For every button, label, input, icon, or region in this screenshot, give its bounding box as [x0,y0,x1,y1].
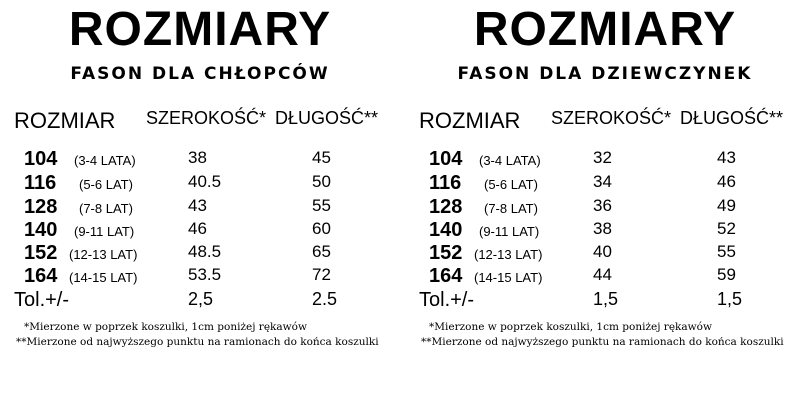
width-value: 34 [593,172,612,191]
footnote-width: *Mierzone w poprzek koszulki, 1cm poniżej rękawów [24,321,307,333]
width-value: 40 [593,242,612,261]
boys-title: ROZMIARY [68,3,332,56]
width-value: 44 [593,265,612,284]
age-range: (3-4 LATA) [479,153,541,168]
boys-row [0,219,400,241]
length-value: 65 [312,242,331,261]
girls-tolerance-row [405,289,800,311]
boys-tolerance-row [0,289,400,311]
length-value: 52 [717,219,736,238]
width-value: 38 [593,219,612,238]
age-range: (9-11 LAT) [74,224,135,239]
length-value: 72 [312,265,331,284]
age-range: (12-13 LAT) [69,247,138,262]
length-value: 55 [312,196,331,215]
girls-header-width: SZEROKOŚĆ* [551,108,672,128]
size-value: 164 [24,265,58,287]
boys-subtitle: FASON DLA CHŁOPCÓW [70,64,330,84]
footnote-length: **Mierzone od najwyższego punktu na ramionach do końca koszulki [16,336,379,348]
tolerance-length: 1,5 [717,289,743,309]
boys-header-length: DŁUGOŚĆ** [275,108,379,128]
size-value: 116 [429,172,462,194]
boys-header-size: ROZMIAR [14,108,116,133]
tolerance-label: Tol.+/- [14,289,70,311]
size-value: 152 [24,242,58,264]
girls-row [405,242,800,264]
age-range: (7-8 LAT) [79,201,133,216]
boys-row [0,242,400,264]
length-value: 50 [312,172,331,191]
girls-row [405,265,800,287]
size-value: 128 [429,196,463,218]
footnote-length: **Mierzone od najwyższego punktu na ramionach do końca koszulki [421,336,784,348]
girls-row [405,196,800,218]
size-value: 116 [24,172,57,194]
girls-title: ROZMIARY [473,3,737,56]
boys-row [0,265,400,287]
size-value: 128 [24,196,58,218]
age-range: (3-4 LATA) [74,153,136,168]
tolerance-width: 1,5 [593,289,619,309]
girls-row [405,172,800,194]
age-range: (5-6 LAT) [484,177,538,192]
width-value: 43 [188,196,207,215]
girls-header-size: ROZMIAR [419,108,521,133]
width-value: 40.5 [188,172,222,191]
length-value: 59 [717,265,736,284]
size-value: 140 [429,219,463,241]
size-value: 104 [24,148,58,170]
footnote-width: *Mierzone w poprzek koszulki, 1cm poniżej rękawów [429,321,712,333]
boys-row [0,148,400,170]
width-value: 38 [188,148,207,167]
width-value: 48.5 [188,242,222,261]
tolerance-label: Tol.+/- [419,289,475,311]
length-value: 45 [312,148,331,167]
age-range: (5-6 LAT) [79,177,133,192]
size-value: 104 [429,148,463,170]
tolerance-length: 2.5 [312,289,338,309]
age-range: (14-15 LAT) [69,270,138,285]
girls-size-chart [405,0,800,400]
tolerance-width: 2,5 [188,289,214,309]
width-value: 32 [593,148,612,167]
size-value: 140 [24,219,58,241]
girls-header-length: DŁUGOŚĆ** [680,108,784,128]
girls-row [405,219,800,241]
age-range: (12-13 LAT) [474,247,543,262]
boys-row [0,172,400,194]
age-range: (9-11 LAT) [479,224,540,239]
width-value: 53.5 [188,265,222,284]
size-value: 152 [429,242,463,264]
age-range: (14-15 LAT) [474,270,543,285]
width-value: 46 [188,219,207,238]
age-range: (7-8 LAT) [484,201,538,216]
girls-subtitle: FASON DLA DZIEWCZYNEK [457,64,753,84]
length-value: 60 [312,219,331,238]
boys-row [0,196,400,218]
length-value: 55 [717,242,736,261]
size-value: 164 [429,265,463,287]
boys-header-width: SZEROKOŚĆ* [146,108,267,128]
length-value: 49 [717,196,736,215]
girls-row [405,148,800,170]
length-value: 43 [717,148,736,167]
width-value: 36 [593,196,612,215]
length-value: 46 [717,172,736,191]
